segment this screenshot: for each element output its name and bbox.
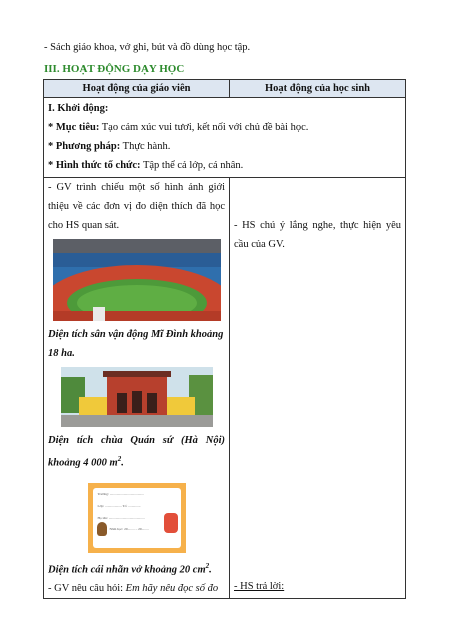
stadium-image (53, 239, 221, 321)
header-teacher: Hoạt động của giáo viên (44, 80, 230, 98)
teacher-activity-2: - GV nêu câu hỏi: Em hãy nêu đọc số đo (48, 583, 219, 594)
student-activity-2: - HS trả lời: (234, 581, 285, 592)
student-activity-1: - HS chú ý lắng nghe, thực hiện yêu cầu của GV. (234, 220, 401, 250)
goal-line: * Mục tiêu: Tạo cảm xúc vui tươi, kết nối với chủ đề bài học. (48, 122, 309, 133)
lesson-table (43, 79, 406, 599)
materials-line: - Sách giáo khoa, vở ghi, bút và đồ dùng học tập. (44, 42, 251, 53)
label-line-2: Lớp: ................... Tổ: .............. (97, 503, 141, 508)
student-activity-cell (230, 178, 406, 599)
warmup-cell (44, 98, 406, 178)
header-student: Hoạt động của học sinh (230, 80, 406, 98)
pagoda-image (61, 367, 213, 427)
warmup-title: I. Khởi động: (48, 103, 109, 114)
owl-icon (97, 522, 107, 536)
section-title: III. HOẠT ĐỘNG DẠY HỌC (44, 63, 185, 75)
teacher-activity-cell (44, 178, 230, 599)
cartoon-character-icon (164, 513, 178, 533)
label-line-4: Năm học: 20........ – 20........ (109, 526, 149, 531)
caption-label: Diện tích cái nhãn vở khoảng 20 $cm^2$. (48, 561, 212, 575)
notebook-label-image (88, 483, 186, 553)
method-line: * Phương pháp: Thực hành. (48, 141, 171, 152)
teacher-activity-1: - GV trình chiếu một số hình ảnh giới thiệu về các đơn vị đo diện thích đã học cho HS quan sát. (48, 182, 225, 231)
label-line-1: Trường: ....................................... (97, 491, 144, 496)
caption-stadium: Diện tích sân vận động Mĩ Đình khoảng 18 ha. (48, 329, 224, 359)
caption-pagoda: Diện tích chùa Quán sứ (Hà Nội) khoảng 4 000 $m^2$. (48, 435, 225, 469)
form-line: * Hình thức tổ chức: Tập thể cả lớp, cá nhân. (48, 160, 244, 171)
label-line-3: Họ tên: ......................................... (97, 515, 145, 520)
